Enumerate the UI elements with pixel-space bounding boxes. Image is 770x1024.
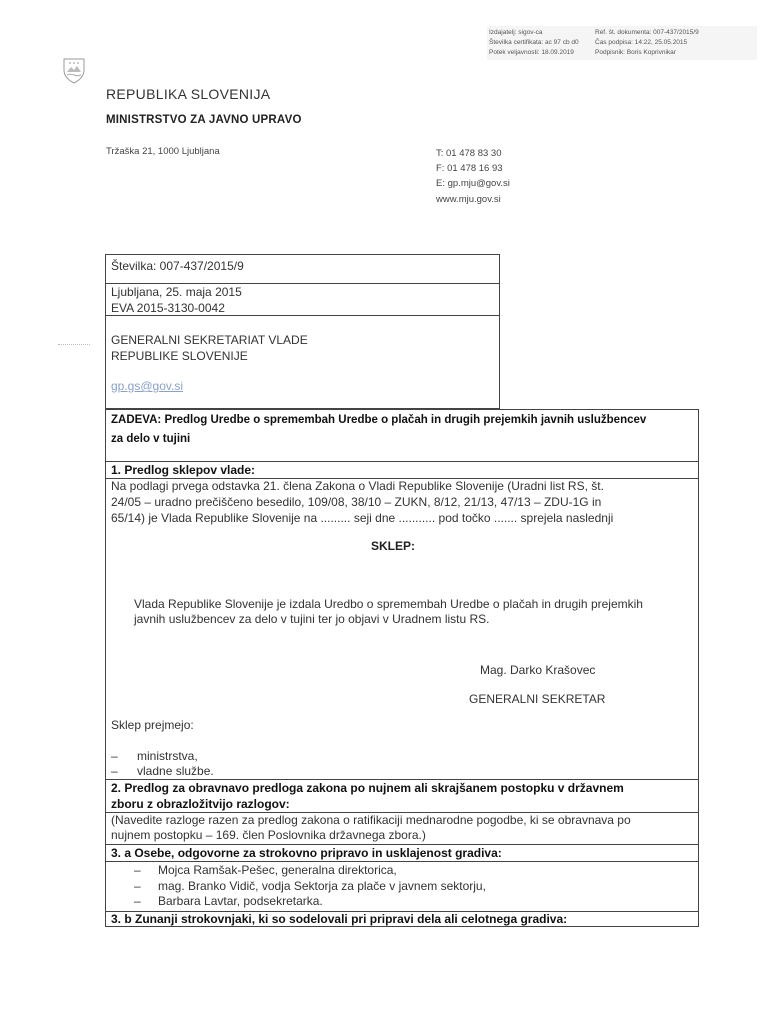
place-date: Ljubljana, 25. maja 2015 xyxy=(111,285,242,299)
section-1-text-2: 24/05 – uradno prečiščeno besedilo, 109/08, 38/10 – ZUKN, 8/12, 21/13, 47/13 – ZDU-1G in xyxy=(111,495,602,509)
sklep-heading: SKLEP: xyxy=(371,539,416,553)
contact-block xyxy=(436,146,510,207)
subject-line-2: za delo v tujini xyxy=(111,433,191,445)
section-2-text-1: (Navedite razloge razen za predlog zakona o ratifikaciji mednarodne pogodbe, ki se obravnava po xyxy=(111,813,631,827)
sig-validity: Potek veljavnosti: 18.09.2019 xyxy=(489,49,574,56)
list-item: – ministrstva, xyxy=(111,749,198,763)
divider xyxy=(105,861,699,862)
list-item: – Barbara Lavtar, podsekretarka. xyxy=(134,894,323,908)
divider xyxy=(105,779,699,780)
list-item: – Mojca Ramšak-Pešec, generalna direktorica, xyxy=(134,863,397,877)
section-3a-title: 3. a Osebe, odgovorne za strokovno pripravo in usklajenost gradiva: xyxy=(111,846,502,860)
divider xyxy=(105,844,699,845)
sig-doc-ref: Ref. št. dokumenta: 007-437/2015/9 xyxy=(595,29,699,36)
recipients-label: Sklep prejmejo: xyxy=(111,718,194,732)
section-1-text-3: 65/14) je Vlada Republike Slovenije na ......... seji dne ........... pod točko ....... sprejela naslednji xyxy=(111,511,614,525)
contact-fax: F: 01 478 16 93 xyxy=(436,163,503,175)
republic-title: REPUBLIKA SLOVENIJA xyxy=(106,86,271,102)
contact-email: E: gp.mju@gov.si xyxy=(436,178,510,190)
subject-line-1: ZADEVA: Predlog Uredbe o spremembah Uredbe o plačah in drugih prejemkih javnih uslužbencev xyxy=(111,414,647,426)
list-item: – mag. Branko Vidič, vodja Sektorja za plače v javnem sektorju, xyxy=(134,878,486,893)
section-3b-title: 3. b Zunanji strokovnjaki, ki so sodelovali pri pripravi dela ali celotnega gradiva: xyxy=(111,912,568,926)
margin-mark xyxy=(58,344,90,345)
sig-signer: Podpisnik: Boris Koprivnikar xyxy=(595,49,676,56)
coat-of-arms-icon xyxy=(63,58,85,84)
eva-number: EVA 2015-3130-0042 xyxy=(111,301,225,315)
recipient-line-2: REPUBLIKE SLOVENIJE xyxy=(111,349,248,363)
signature-block xyxy=(487,26,757,60)
signer-name: Mag. Darko Krašovec xyxy=(480,663,596,677)
sig-cert-number: Številka certifikata: ac 97 cb d0 xyxy=(489,39,579,46)
section-1-title: 1. Predlog sklepov vlade: xyxy=(111,463,256,477)
document-number: Številka: 007-437/2015/9 xyxy=(111,259,244,273)
section-2-title-1: 2. Predlog za obravnavo predloga zakona po nujnem ali skrajšanem postopku v državnem xyxy=(111,781,624,795)
recipient-email-link[interactable]: gp.gs@gov.si xyxy=(111,379,183,393)
signer-title: GENERALNI SEKRETAR xyxy=(469,692,606,706)
recipients-list xyxy=(111,750,214,778)
divider xyxy=(105,461,699,462)
sig-issuer: Izdajatelj: sigov-ca xyxy=(489,29,543,36)
section-1-text-1: Na podlagi prvega odstavka 21. člena Zakona o Vladi Republike Slovenije (Uradni list RS, št. xyxy=(111,479,604,493)
divider xyxy=(105,283,500,284)
divider xyxy=(105,315,500,316)
section-3a-people xyxy=(134,863,486,910)
ministry-address: Tržaška 21, 1000 Ljubljana xyxy=(106,146,220,157)
list-item: – vladne službe. xyxy=(111,764,214,778)
sig-time: Čas podpisa: 14:22, 25.05.2015 xyxy=(595,39,688,46)
ministry-title: MINISTRSTVO ZA JAVNO UPRAVO xyxy=(106,114,302,126)
decision-text-2: javnih uslužbencev za delo v tujini ter jo objavi v Uradnem listu RS. xyxy=(134,612,490,626)
section-2-text-2: nujnem postopku – 169. člen Poslovnika državnega zbora.) xyxy=(111,828,426,842)
section-2-title-2: zboru z obrazložitvijo razlogov: xyxy=(111,797,290,811)
recipient-line-1: GENERALNI SEKRETARIAT VLADE xyxy=(111,333,308,347)
contact-web: www.mju.gov.si xyxy=(436,193,501,205)
contact-phone: T: 01 478 83 30 xyxy=(436,148,502,159)
decision-text-1: Vlada Republike Slovenije je izdala Uredbo o spremembah Uredbe o plačah in drugih prejemkih xyxy=(134,597,643,611)
